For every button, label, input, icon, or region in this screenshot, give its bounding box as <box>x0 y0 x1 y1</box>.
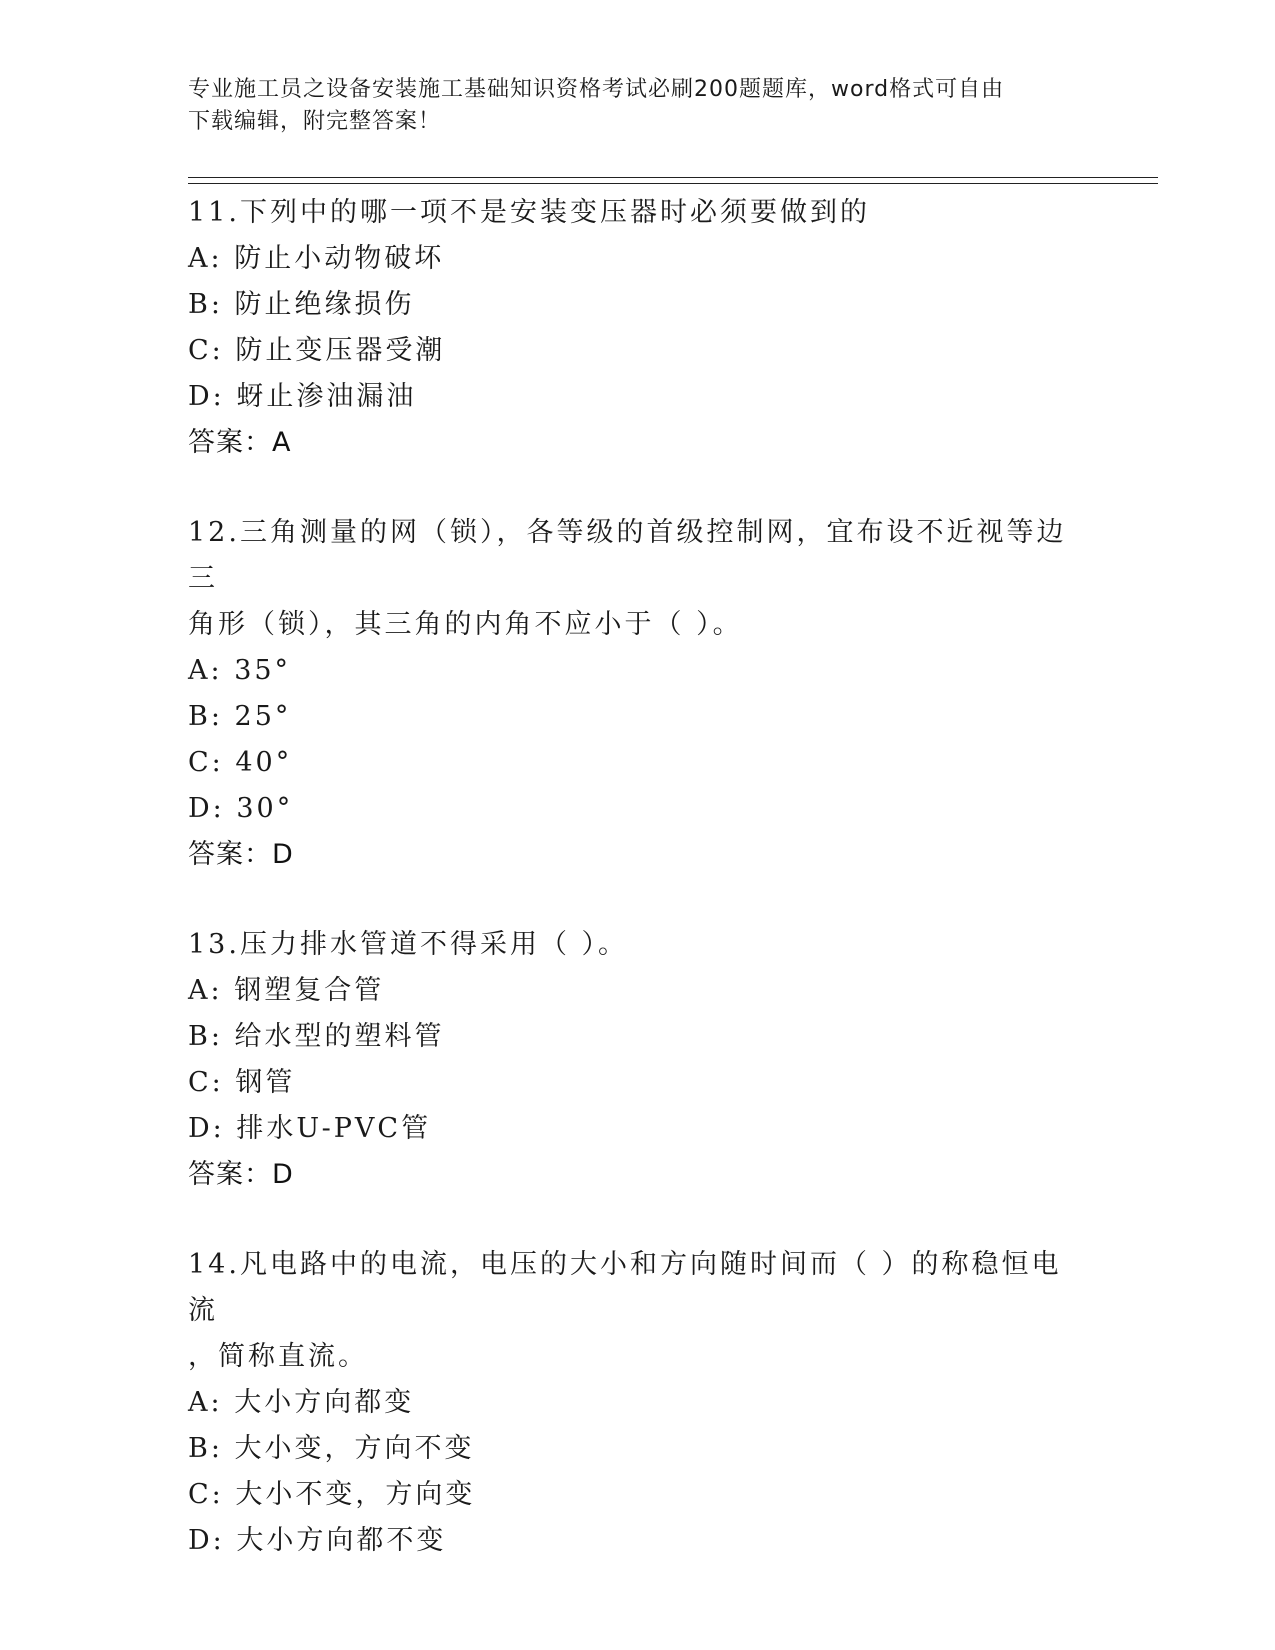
header-divider-top <box>188 177 1158 178</box>
option-text: 钢塑复合管 <box>234 975 385 1006</box>
question-block <box>188 510 1148 878</box>
question-stem-line: 角形（锁），其三角的内角不应小于（ ）。 <box>188 609 743 640</box>
question-block <box>188 922 1148 1198</box>
header-line-1: 专业施工员之设备安装施工基础知识资格考试必刷200题题库，word格式可自由 <box>188 77 1005 102</box>
option-label: C: <box>188 747 224 778</box>
option-row <box>188 694 1148 740</box>
option-text: 蚜止渗油漏油 <box>236 381 417 412</box>
option-text: 大小变，方向不变 <box>234 1433 475 1464</box>
option-text: 大小不变，方向变 <box>235 1479 476 1510</box>
option-label: C: <box>188 1479 224 1510</box>
option-text: 25° <box>234 701 292 732</box>
document-header <box>188 74 1088 138</box>
option-label: D: <box>188 1113 225 1144</box>
question-stem-line: 13.压力排水管道不得采用（ ）。 <box>188 929 629 960</box>
option-label: D: <box>188 793 225 824</box>
option-row <box>188 328 1148 374</box>
option-text: 钢管 <box>235 1067 296 1098</box>
option-label: A: <box>188 243 223 274</box>
option-row <box>188 1380 1148 1426</box>
option-row <box>188 374 1148 420</box>
option-label: A: <box>188 1387 223 1418</box>
option-row <box>188 1472 1148 1518</box>
option-text: 40° <box>235 747 293 778</box>
option-label: D: <box>188 1525 225 1556</box>
question-stem-line: 11.下列中的哪一项不是安装变压器时必须要做到的 <box>188 197 870 228</box>
question-stem-line: 12.三角测量的网（锁），各等级的首级控制网，宜布设不近视等边三 <box>188 517 1067 594</box>
question-stem-line: ，简称直流。 <box>188 1341 368 1372</box>
question-stem-line: 14.凡电路中的电流，电压的大小和方向随时间而（ ）的称稳恒电流 <box>188 1249 1062 1326</box>
option-text: 防止绝缘损伤 <box>234 289 415 320</box>
option-row <box>188 786 1148 832</box>
option-label: B: <box>188 289 223 320</box>
option-label: C: <box>188 335 224 366</box>
option-row <box>188 1426 1148 1472</box>
option-label: D: <box>188 381 225 412</box>
question-block <box>188 190 1148 466</box>
answer-line: 答案：D <box>188 1159 294 1190</box>
option-text: 35° <box>234 655 292 686</box>
option-row <box>188 648 1148 694</box>
option-text: 给水型的塑料管 <box>234 1021 445 1052</box>
header-line-2: 下载编辑，附完整答案！ <box>188 109 442 134</box>
option-text: 防止变压器受潮 <box>235 335 446 366</box>
option-label: B: <box>188 1021 223 1052</box>
option-text: 大小方向都变 <box>234 1387 415 1418</box>
header-divider-bottom <box>188 183 1158 184</box>
question-list <box>188 190 1148 1608</box>
option-row <box>188 1060 1148 1106</box>
option-row <box>188 282 1148 328</box>
option-label: A: <box>188 655 223 686</box>
option-label: C: <box>188 1067 224 1098</box>
option-text: 大小方向都不变 <box>236 1525 447 1556</box>
option-text: 排水U-PVC管 <box>236 1113 432 1144</box>
option-text: 30° <box>236 793 294 824</box>
option-text: 防止小动物破坏 <box>234 243 445 274</box>
option-label: A: <box>188 975 223 1006</box>
answer-line: 答案：D <box>188 839 294 870</box>
option-row <box>188 236 1148 282</box>
option-label: B: <box>188 701 223 732</box>
option-row <box>188 968 1148 1014</box>
option-row <box>188 1518 1148 1564</box>
option-row <box>188 740 1148 786</box>
option-row <box>188 1014 1148 1060</box>
question-block <box>188 1242 1148 1564</box>
option-label: B: <box>188 1433 223 1464</box>
answer-line: 答案：A <box>188 427 292 458</box>
option-row <box>188 1106 1148 1152</box>
